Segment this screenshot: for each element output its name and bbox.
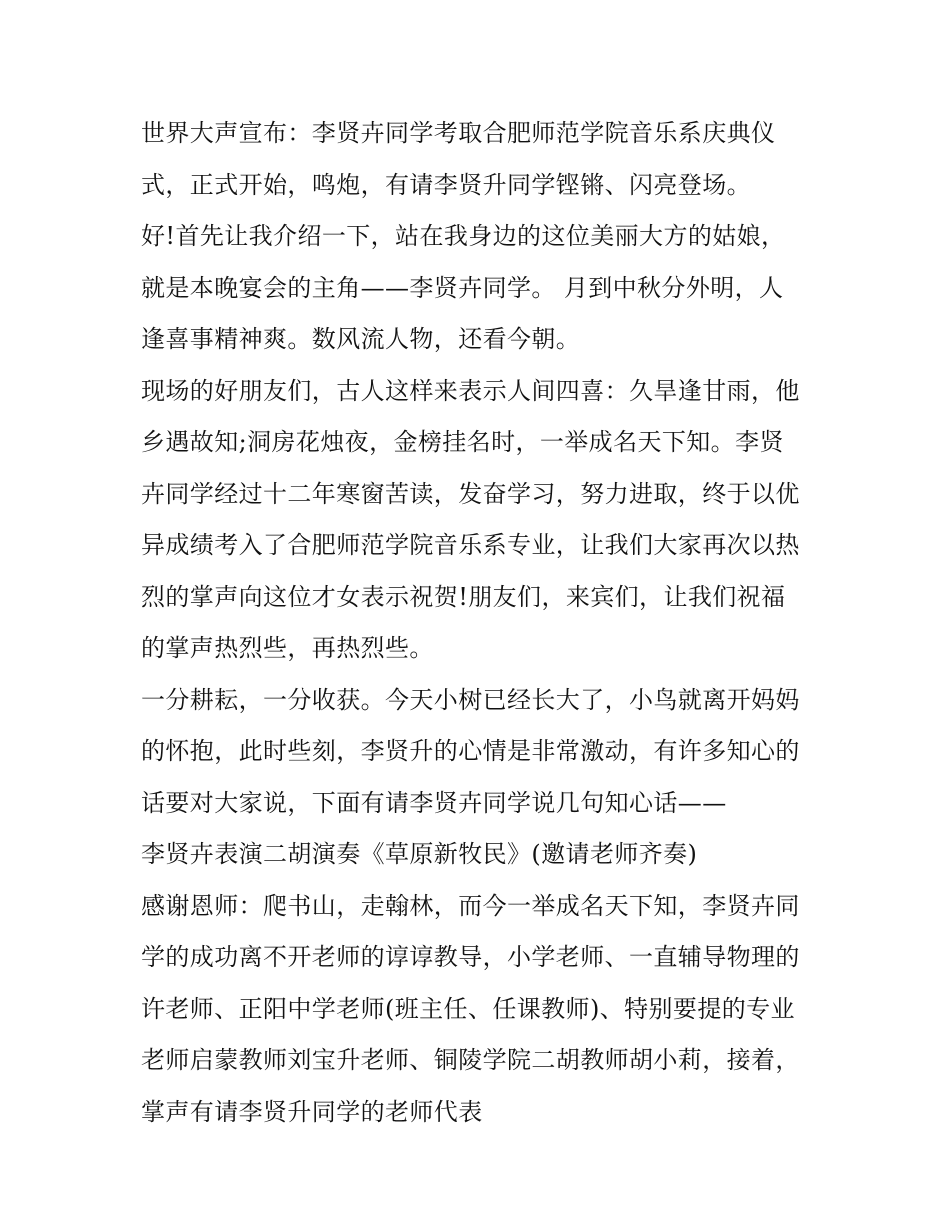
text-line: 一分耕耘，一分收获。今天小树已经长大了，小鸟就离开妈妈: [141, 685, 800, 714]
text-line: 学的成功离不开老师的谆谆教导，小学老师、一直辅导物理的: [141, 943, 800, 971]
paragraph-four-joys: [141, 366, 821, 675]
text-line: 卉同学经过十二年寒窗苦读，发奋学习，努力进取，终于以优: [141, 479, 800, 508]
text-line: 就是本晚宴会的主角——李贤卉同学。 月到中秋分外明，人: [141, 273, 784, 302]
text-line: 烈的掌声向这位才女表示祝贺!朋友们，来宾们，让我们祝福: [141, 582, 786, 611]
text-line: 的掌声热烈些，再热烈些。: [141, 634, 434, 662]
text-line: 世界大声宣布：李贤卉同学考取合肥师范学院音乐系庆典仪: [141, 119, 776, 147]
text-line: 感谢恩师：爬书山，走翰林，而今一举成名天下知，李贤卉同: [141, 891, 800, 920]
text-line: 李贤卉表演二胡演奏《草原新牧民》(邀请老师齐奏): [141, 840, 698, 868]
text-line: 掌声有请李贤升同学的老师代表: [141, 1097, 483, 1126]
text-line: 式，正式开始，鸣炮，有请李贤升同学铿锵、闪亮登场。: [141, 170, 751, 199]
text-line: 话要对大家说，下面有请李贤卉同学说几句知心话——: [141, 788, 727, 817]
document-body: [141, 108, 821, 1138]
paragraph-performance: [141, 829, 821, 881]
text-line: 现场的好朋友们，古人这样来表示人间四喜：久旱逢甘雨，他: [141, 376, 800, 405]
text-line: 老师启蒙教师刘宝升老师、铜陵学院二胡教师胡小莉，接着，: [141, 1046, 800, 1074]
text-line: 逢喜事精神爽。数风流人物，还看今朝。: [141, 325, 581, 353]
paragraph-thank-teachers: [141, 881, 821, 1139]
text-line: 好!首先让我介绍一下，站在我身边的这位美丽大方的姑娘，: [141, 222, 786, 250]
paragraph-announcement: [141, 108, 821, 211]
text-line: 乡遇故知;洞房花烛夜，金榜挂名时，一举成名天下知。李贤: [141, 428, 784, 456]
text-line: 的怀抱，此时些刻，李贤升的心情是非常激动，有许多知心的: [141, 737, 800, 765]
text-line: 许老师、正阳中学老师(班主任、任课教师)、特别要提的专业: [141, 994, 795, 1023]
paragraph-harvest: [141, 675, 821, 830]
text-line: 异成绩考入了合肥师范学院音乐系专业，让我们大家再次以热: [141, 531, 800, 559]
paragraph-introduction: [141, 211, 821, 366]
